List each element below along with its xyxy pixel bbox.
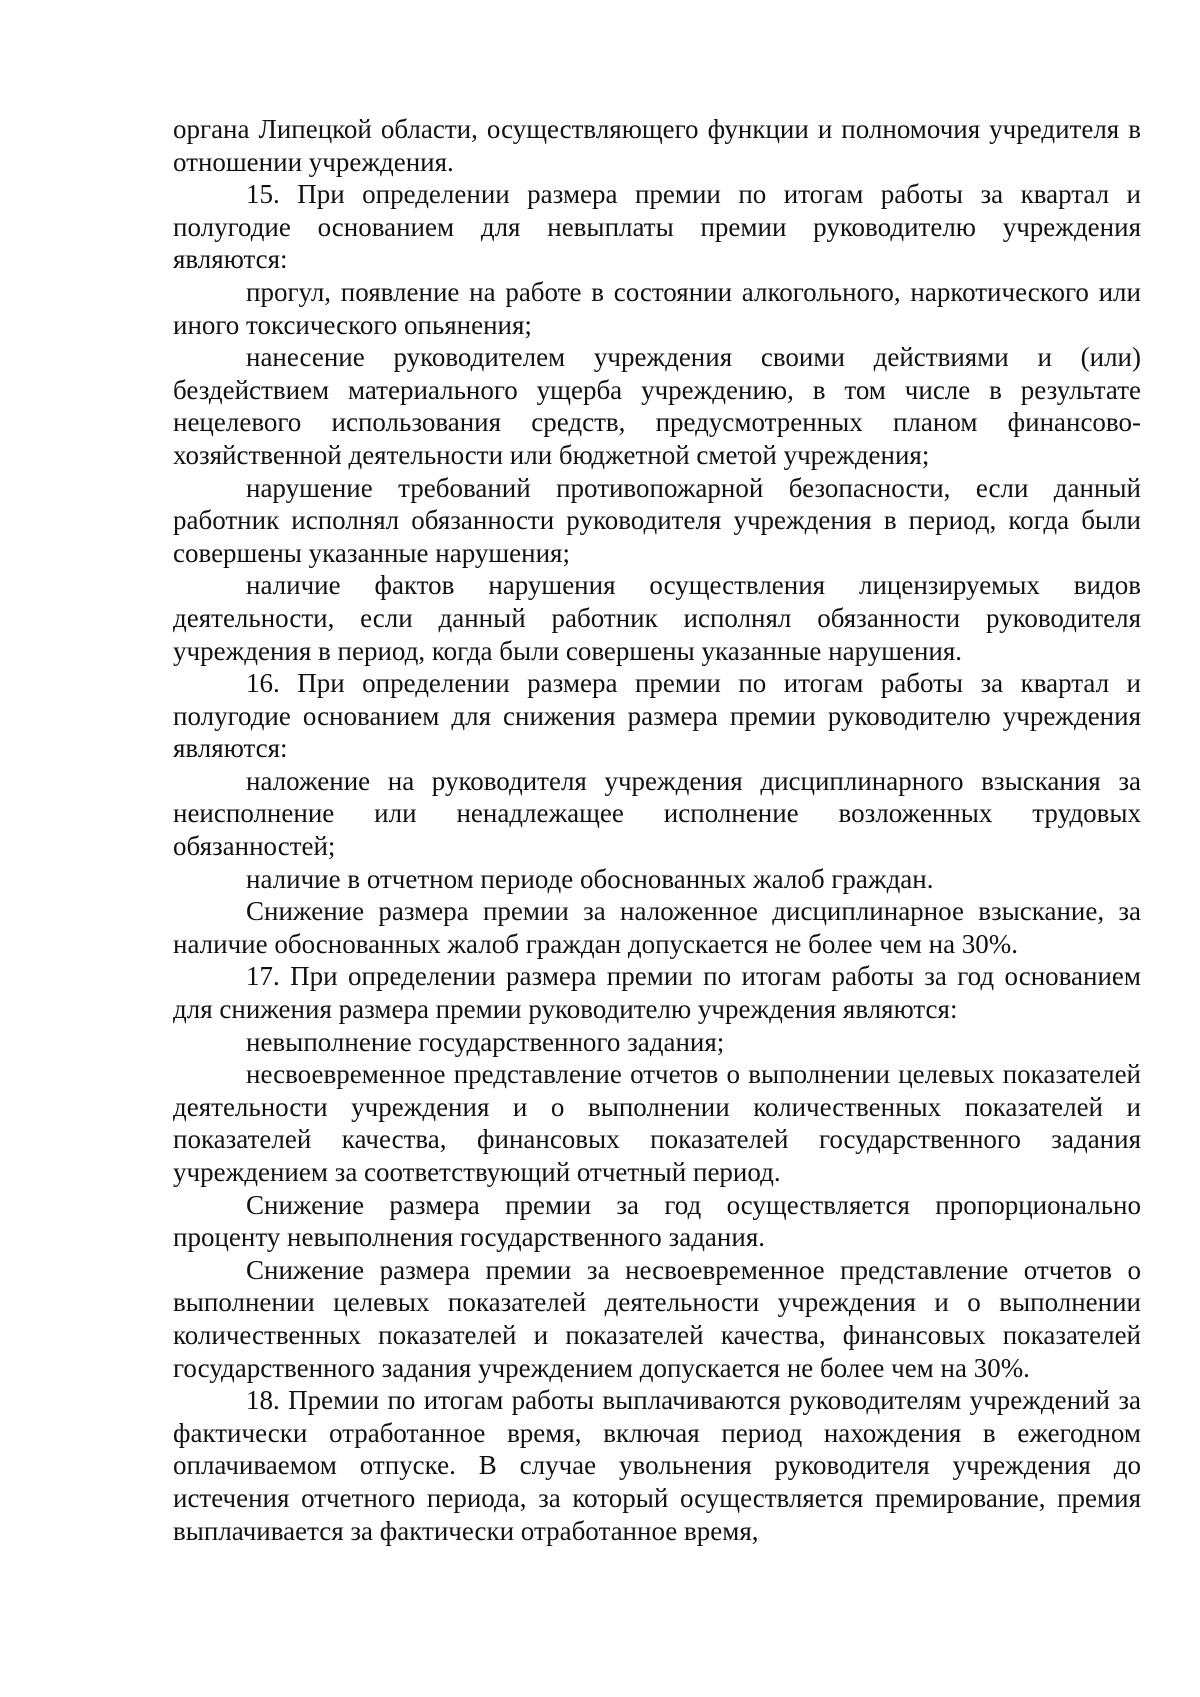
document-page: [173, 113, 1141, 1547]
paragraph-reason-licensing: наличие фактов нарушения осуществления лицензируемых видов деятельности, если данный работник исполнял обязанности руководителя учреждения в период, когда были совершены указанные нарушения.: [173, 570, 1141, 666]
paragraph-reduction-proportional: Снижение размера премии за год осуществляется пропорционально проценту невыполнения государственного задания.: [173, 1189, 1141, 1253]
paragraph-reduction-reports-limit: Снижение размера премии за несвоевременное представление отчетов о выполнении целевых показателей деятельности учреждения и о выполнении количественных показателей и показателей качества, финансовых показателей государственного задания учреждением допускается не более чем на 30%.: [173, 1254, 1141, 1383]
paragraph-reason-absence: прогул, появление на работе в состоянии алкогольного, наркотического или иного токсического опьянения;: [173, 276, 1141, 340]
paragraph-item-15: 15. При определении размера премии по итогам работы за квартал и полугодие основанием для невыплаты премии руководителю учреждения являются:: [173, 179, 1141, 275]
paragraph-reason-late-reports: несвоевременное представление отчетов о выполнении целевых показателей деятельности учреждения и о выполнении количественных показателей и показателей качества, финансовых показателей государственного задания учреждением за соответствующий отчетный период.: [173, 1059, 1141, 1187]
paragraph-reason-complaints: наличие в отчетном периоде обоснованных жалоб граждан.: [246, 863, 934, 894]
paragraph-reason-damage: нанесение руководителем учреждения своими действиями и (или) бездействием материального ущерба учреждению, в том числе в результате нецелевого использования средств, предусмотренных планом финансово-хозяйственной деятельности или бюджетной сметой учреждения;: [173, 342, 1141, 470]
paragraph-item-16: 16. При определении размера премии по итогам работы за квартал и полугодие основанием для снижения размера премии руководителю учреждения являются:: [173, 668, 1141, 764]
paragraph-continuation: органа Липецкой области, осуществляющего функции и полномочия учредителя в отношении учреждения.: [173, 114, 1141, 177]
paragraph-reason-disciplinary: наложение на руководителя учреждения дисциплинарного взыскания за неисполнение или ненадлежащее исполнение возложенных трудовых обязанностей;: [173, 765, 1141, 862]
paragraph-item-18: 18. Премии по итогам работы выплачиваются руководителям учреждений за фактически отработанное время, включая период нахождения в ежегодном оплачиваемом отпуске. В случае увольнения руководителя учреждения до истечения отчетного периода, за который осуществляется премирование, премия выплачивается за фактически отработанное время,: [173, 1385, 1141, 1546]
paragraph-reduction-limit-30: Снижение размера премии за наложенное дисциплинарное взыскание, за наличие обоснованных жалоб граждан допускается не более чем на 30%.: [173, 896, 1141, 959]
paragraph-reason-fire-safety: нарушение требований противопожарной безопасности, если данный работник исполнял обязанности руководителя учреждения в период, когда были совершены указанные нарушения;: [173, 472, 1141, 568]
paragraph-reason-state-task: невыполнение государственного задания;: [246, 1026, 725, 1057]
paragraph-item-17: 17. При определении размера премии по итогам работы за год основанием для снижения размера премии руководителю учреждения являются:: [173, 961, 1141, 1025]
